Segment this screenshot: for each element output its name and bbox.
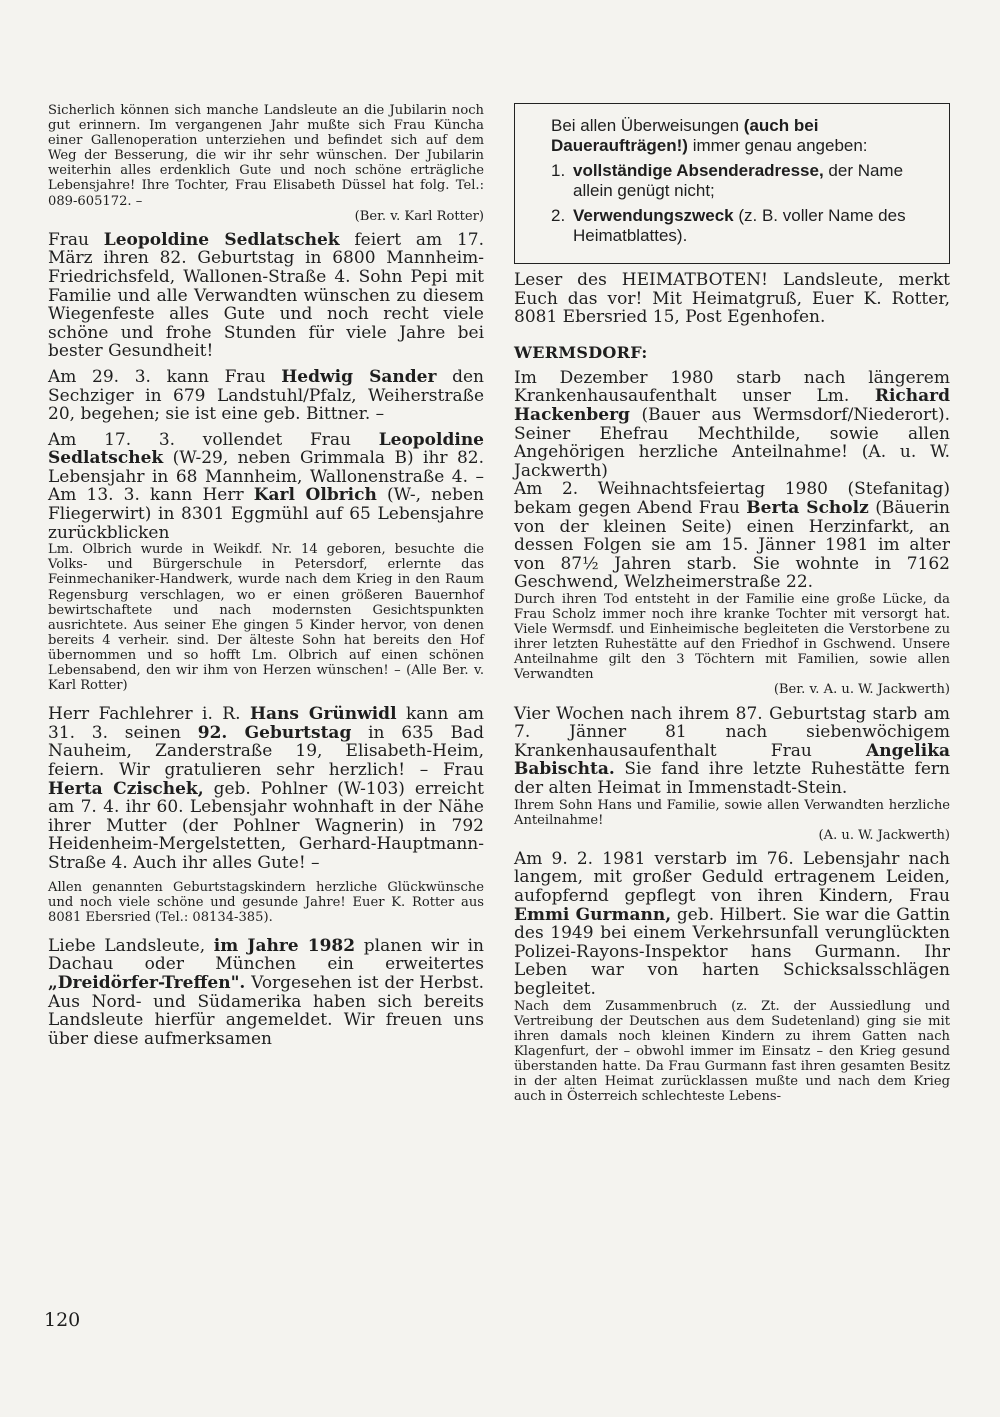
person-name: Angelika Babischta. (514, 740, 950, 780)
signature-jackwerth: (Ber. v. A. u. W. Jackwerth) (773, 682, 950, 698)
birthday-greetings: Allen genannten Geburtstagskindern herzliche Glückwünsche und noch viele schöne und gesunde Jahre! Euer K. Rotter aus 8081 Ebersried (Tel.: 08134-385). (48, 879, 484, 925)
section-heading-wermsdorf: WERMSDORF: (514, 342, 648, 362)
scholz-obituary: Am 2. Weihnachtsfeiertag 1980 (Stefanitag) bekam gegen Abend Frau Berta Scholz (Bäuerin von der kleinen Seite) einen Herzinfarkt, an dessen Folgen sie am 15. Jänner 1981 im alter von 87½ Jahren starb. Sie wohnte in 7162 Geschwend, Welzheimerstraße 22. (514, 479, 950, 593)
jubilarin-paragraph: Sicherlich können sich manche Landsleute an die Jubilarin noch gut erinnern. Im vergangenen Jahr mußte sich Frau Küncha einer Gallenoperation unterziehen und befindet sich auf dem Weg der Besserung, die wir ihr sehr wünschen. Der Jubilarin weiterhin alles erdenklich Gute und noch schöne erträgliche Lebensjahre! Ihre Tochter, Frau Elisabeth Düssel hat folg. Tel.: 089-605172. – (48, 103, 484, 209)
page-number: 120 (44, 1309, 81, 1331)
right-column (514, 103, 950, 1104)
sedlatschek-birthday: Frau Leopoldine Sedlatschek feiert am 17. März ihren 82. Geburtstag in 6800 Mannheim-Friedrichsfeld, Wallonen-Straße 4. Sohn Pepi mit Familie und alle Verwandten wünschen zu diesem Wiegenfeste alles Gute und noch recht viele schöne und frohe Stunden für viele Jahre bei bester Gesundheit! (48, 229, 484, 362)
dreidoerfer-treffen-announcement: Liebe Landsleute, im Jahre 1982 planen wir in Dachau oder München ein erweitertes „Dreidörfer-Treffen". Vorgesehen ist der Herbst. Aus Nord- und Südamerika haben sich bereits Landsleute hierfür angemeldet. Wir freuen uns über diese aufmerksamen (48, 935, 484, 1049)
sedlatschek-olbrich-birthdays: Am 17. 3. vollendet Frau Leopoldine Sedlatschek (W-29, neben Grimmala B) ihr 82. Lebensjahr in 68 Mannheim, Wallonenstraße 4. – Am 13. 3. kann Herr Karl Olbrich (W-, neben Fliegerwirt) in 8301 Eggmühl auf 65 Lebensjahre zurückblicken (48, 429, 484, 543)
hackenberg-obituary: Im Dezember 1980 starb nach längerem Krankenhausaufenthalt unser Lm. Richard Hackenberg (Bauer aus Wermsdorf/Niederort). Seiner Ehefrau Mechthilde, sowie allen Angehörigen herzliche Anteilnahme! (A. u. W. Jackwerth) (514, 367, 950, 481)
signature-rotter: (Ber. v. Karl Rotter) (354, 208, 484, 224)
gurmann-details: Nach dem Zusammenbruch (z. Zt. der Aussiedlung und Vertreibung der Deutschen aus dem Sudetenland) ging sie mit ihren damals noch kleinen Kindern zu ihrem Gatten nach Klagenfurt, der – obwohl immer im Einsatz – den Krieg gesund überstanden hatte. Da Frau Gurmann fast ihren gesamten Besitz in der alten Heimat zurücklassen mußte und nach dem Krieg auch in Österreich schlechteste Lebens- (514, 998, 950, 1105)
gruenwidl-czischek-birthdays: Herr Fachlehrer i. R. Hans Grünwidl kann am 31. 3. seinen 92. Geburtstag in 635 Bad Nauheim, Zanderstraße 19, Elisabeth-Heim, feiern. Wir gratulieren sehr herzlich! – Frau Herta Czischek, geb. Pohlner (W-103) erreicht am 7. 4. ihr 60. Lebensjahr wohnhaft in der Nähe ihrer Mutter (der Pohlner Wagnerin) in 792 Heidenheim-Mergelstetten, Gerhard-Hauptmann-Straße 4. Auch ihr alles Gute! – (48, 704, 485, 873)
person-name: Herta Czischek, (48, 778, 204, 799)
scholz-details: Durch ihren Tod entsteht in der Familie eine große Lücke, da Frau Scholz immer noch ihre kranke Tochter mit versorgt hat. Viele Wermsdf. und Einheimische begleiteten die Verstorbene zu ihrer letzten Ruhestätte auf den Friedhof in Gschwend. Unsere Anteilnahme gilt den 3 Töchtern mit Familien, sowie allen Verwandten (514, 591, 950, 683)
notice-item: 2. Verwendungszweck (z. B. voller Name des Heimatblattes). (551, 206, 906, 245)
person-name: Leopoldine Sedlatschek (103, 229, 340, 250)
person-name: Hans Grünwidl (249, 704, 397, 725)
person-name: Karl Olbrich (253, 485, 377, 506)
leser-paragraph: Leser des HEIMATBOTEN! Landsleute, merkt Euch das vor! Mit Heimatgruß, Euer K. Rotter, 8081 Ebersried 15, Post Egenhofen. (514, 270, 950, 328)
notice-item: 1. vollständige Absenderadresse, der Name allein genügt nicht; (551, 161, 904, 200)
signature-jackwerth: (A. u. W. Jackwerth) (818, 827, 950, 843)
transfer-notice-box (514, 103, 950, 264)
gurmann-obituary: Am 9. 2. 1981 verstarb im 76. Lebensjahr nach langem, mit großer Geduld ertragenem Leiden, aufopfernd gepflegt von ihren Kindern, Frau Emmi Gurmann, geb. Hilbert. Sie war die Gattin des 1949 bei einem Verkehrsunfall verunglückten Polizei-Rayons-Inspektor hans Gurmann. Ihr Leben war von harten Schicksalsschlägen begleitet. (514, 848, 950, 999)
babischta-obituary: Vier Wochen nach ihrem 87. Geburtstag starb am 7. Jänner 81 nach siebenwöchigem Krankenhausaufenthalt Frau Angelika Babischta. Sie fand ihre letzte Ruhestätte fern der alten Heimat in Immenstadt-Stein. (514, 703, 950, 798)
person-name: Leopoldine Sedlatschek (48, 429, 484, 469)
person-name: Emmi Gurmann, (514, 904, 672, 925)
olbrich-biography: Lm. Olbrich wurde in Weikdf. Nr. 14 geboren, besuchte die Volks- und Bürgerschule in Petersdorf, erlernte das Feinmechaniker-Handwerk, wurde nach dem Krieg in den Raum Regensburg verschlagen, wo er einen größeren Bauernhof bewirtschaftete und nach modernsten Gesichtspunkten ausrichtete. Aus seiner Ehe gingen 5 Kinder hervor, von denen bereits 4 verheir. sind. Der älteste Sohn hat bereits den Hof übernommen und so hofft Lm. Olbrich auf einen schönen Lebensabend, den wir ihm von Herzen wünschen! – (Alle Ber. v. Karl Rotter) (48, 542, 484, 694)
person-name: Berta Scholz (746, 497, 869, 518)
notice-list (551, 161, 935, 245)
sander-birthday: Am 29. 3. kann Frau Hedwig Sander den Sechziger in 679 Landstuhl/Pfalz, Weiherstraße 20, begehen; sie ist eine geb. Bittner. – (48, 366, 484, 425)
left-column (48, 103, 484, 1048)
person-name: Richard Hackenberg (514, 386, 950, 425)
notice-intro: Bei allen Überweisungen (auch bei Daueraufträgen!) immer genau angeben: (551, 116, 868, 155)
person-name: Hedwig Sander (281, 366, 437, 387)
babischta-condolences: Ihrem Sohn Hans und Familie, sowie allen Verwandten herzliche Anteilnahme! (514, 797, 950, 828)
